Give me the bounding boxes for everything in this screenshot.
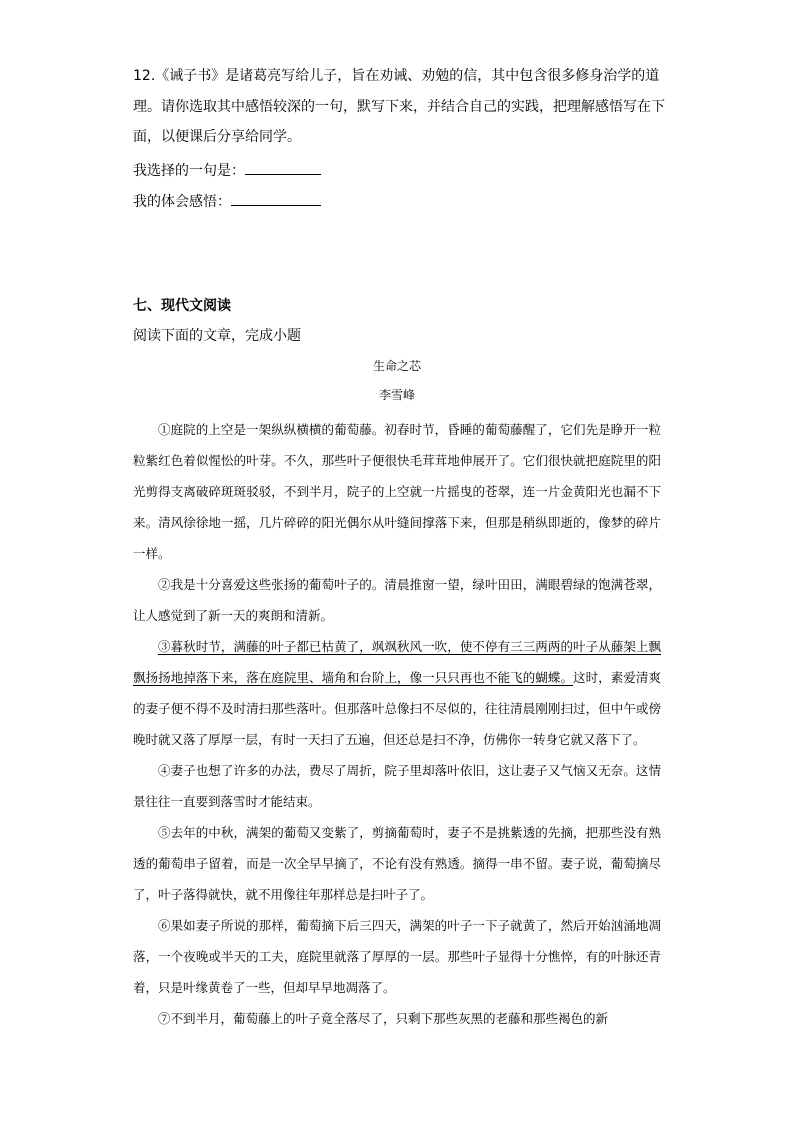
paragraph-4: ④妻子也想了许多的办法，费尽了周折，院子里却落叶依旧，这让妻子又气恼又无奈。这情景往往一直要到落雪时才能结束。 [133, 763, 661, 809]
paragraph-2: ②我是十分喜爱这些张扬的葡萄叶子的。清晨推窗一望，绿叶田田，满眼碧绿的饱满苍翠，让人感觉到了新一天的爽朗和清新。 [133, 577, 661, 623]
paragraph-1: ①庭院的上空是一架纵纵横横的葡萄藤。初春时节，昏睡的葡萄藤醒了，它们先是睁开一粒粒紫红色着似惺忪的叶芽。不久，那些叶子便很快毛茸茸地伸展开了。它们很快就把庭院里的阳光剪得支离破碎斑斑驳驳，不到半月，院子的上空就一片摇曳的苍翠，连一片金黄阳光也漏不下来。清风徐徐地一摇，几片碎碎的阳光偶尔从叶缝间撑落下来，但那是稍纵即逝的，像梦的碎片一样。 [133, 422, 661, 561]
paragraph-5: ⑤去年的中秋，满架的葡萄又变紫了，剪摘葡萄时，妻子不是挑紫透的先摘，把那些没有熟透的葡萄串子留着，而是一次全早早摘了，不论有没有熟透。摘得一串不留。妻子说，葡萄摘尽了，叶子落得就快，就不用像往年那样总是扫叶子了。 [133, 825, 661, 902]
article-title: 生命之芯 [372, 359, 421, 373]
feeling-row [133, 191, 321, 212]
paragraph-3-underlined: ③暮秋时节，满藤的叶子都已枯黄了，飒飒秋风一吹，使不停有三三两两的叶子从藤架上飘飘扬扬地掉落下来，落在庭院里、墙角和台阶上，像一只只再也不能飞的蝴蝶。 [133, 639, 661, 685]
feeling-label: 我的体会感悟： [133, 194, 231, 210]
question-12-line-2: 理。请你选取其中感悟较深的一句，默写下来，并结合自己的实践，把理解感悟写在下 [133, 99, 665, 115]
section-7-heading: 七、现代文阅读 [133, 298, 231, 314]
choose-sentence-row [133, 160, 321, 181]
choose-sentence-blank[interactable] [245, 160, 321, 175]
paragraph-7: ⑦不到半月，葡萄藤上的叶子竟全落尽了，只剩下那些灰黑的老藤和那些褐色的新 [158, 1011, 609, 1026]
paragraph-3-rest: 这时，素爱清爽的妻子便不得不及时清扫那些落叶。但那落叶总像扫不尽似的，往往清晨刚刚扫过，但中午或傍晚时就又落了厚厚一层，有时一天扫了五遍，但还总是扫不净，仿佛你一转身它就又落下了。 [133, 670, 661, 747]
feeling-blank[interactable] [231, 191, 321, 206]
paragraph-3 [133, 631, 661, 755]
article-body [133, 414, 661, 1034]
question-12-line-1: 12.《诫子书》是诸葛亮写给儿子，旨在劝诫、劝勉的信，其中包含很多修身治学的道 [133, 68, 660, 84]
paragraph-6: ⑥果如妻子所说的那样，葡萄摘下后三四天，满架的叶子一下子就黄了，然后开始汹涌地凋落，一个夜晚或半天的工夫，庭院里就落了厚厚的一层。那些叶子显得十分憔悴，有的叶脉还青着，只是叶缘黄卷了一些，但却早早地凋落了。 [133, 918, 661, 995]
section-7-instruction: 阅读下面的文章，完成小题 [133, 328, 301, 344]
choose-sentence-label: 我选择的一句是： [133, 163, 245, 179]
article-author: 李雪峰 [378, 388, 415, 402]
question-12-line-3: 面，以便课后分享给同学。 [133, 129, 301, 145]
